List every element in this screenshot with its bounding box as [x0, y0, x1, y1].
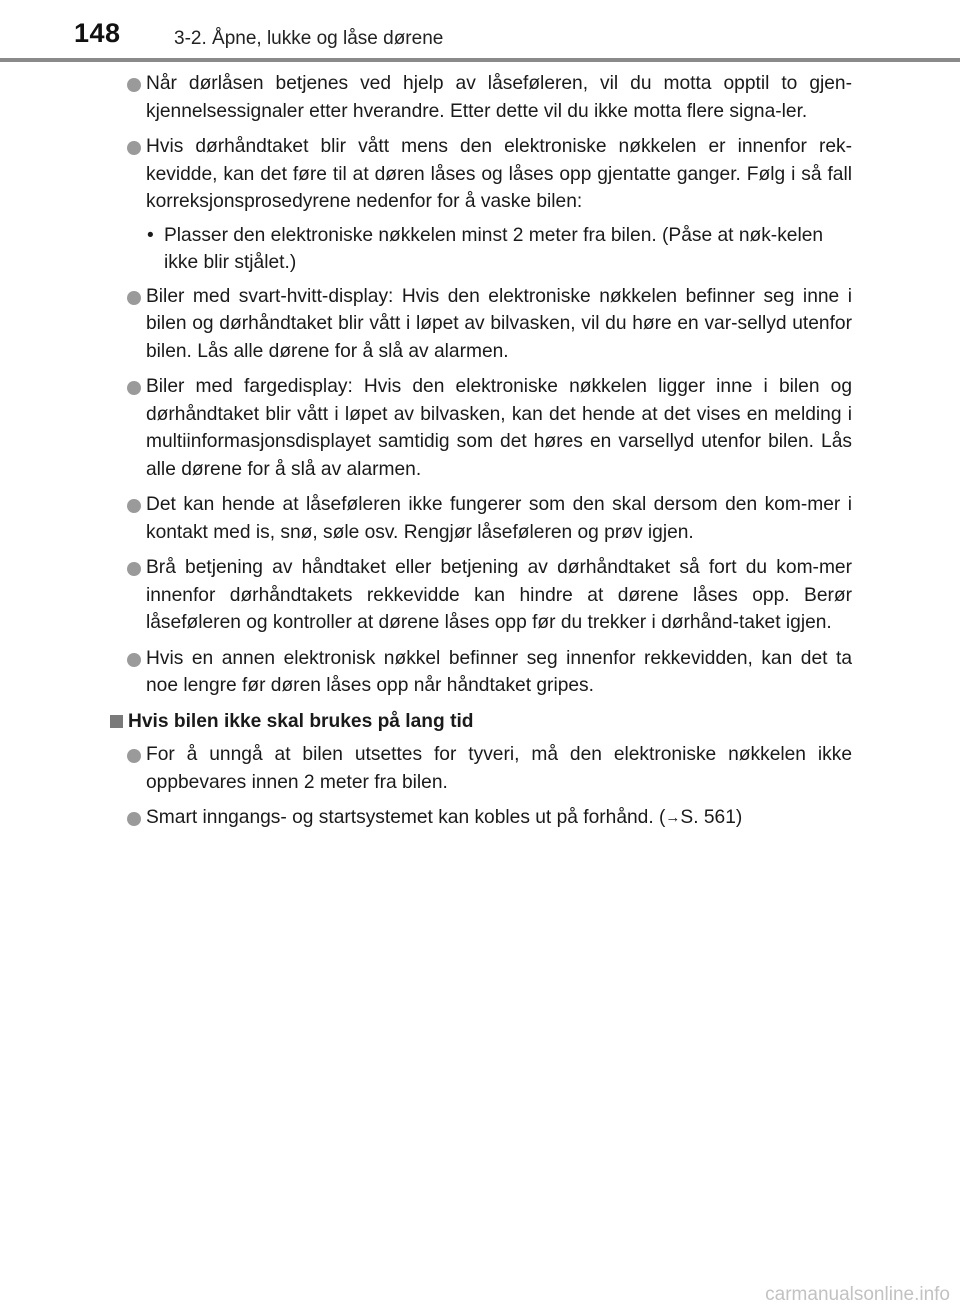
- bullet-dot-icon: [127, 381, 141, 395]
- bullet-item: [146, 70, 852, 125]
- bullet-dot-icon: [127, 562, 141, 576]
- sub-bullet-item: [147, 222, 836, 277]
- bullet-dot-icon: [127, 141, 141, 155]
- bullet-item: [146, 373, 852, 483]
- bullet-dot-icon: [127, 749, 141, 763]
- bullet-dot-icon: [127, 291, 141, 305]
- bullet-text: Det kan hende at låseføleren ikke fungerer som den skal dersom den kom-mer i kontakt med is, snø, søle osv. Rengjør låseføleren og prøv igjen.: [146, 494, 852, 543]
- page-header: [0, 0, 960, 62]
- bullet-item: [146, 741, 852, 796]
- arrow-right-icon: →: [665, 809, 681, 826]
- header-divider: [0, 58, 960, 62]
- watermark: carmanualsonline.info: [765, 1284, 950, 1305]
- bullet-text: Hvis en annen elektronisk nøkkel befinner seg innenfor rekkevidden, kan det ta noe lengre før døren låses opp når håndtaket gripes.: [146, 647, 852, 696]
- page-content: [0, 70, 960, 840]
- bullet-text: Biler med svart-hvitt-display: Hvis den elektroniske nøkkelen befinner seg inne i bilen og dørhåndtaket blir vått i løpet av bilvasken, vil du høre en var-sellyd utenfor bilen. Lås alle dørene for å slå av alarmen.: [146, 285, 852, 362]
- square-marker-icon: [110, 715, 123, 728]
- bullet-dot-icon: [127, 78, 141, 92]
- bullet-item: [146, 491, 852, 546]
- bullet-dot-icon: [127, 653, 141, 667]
- section-title: 3-2. Åpne, lukke og låse dørene: [174, 28, 444, 49]
- bullet-text: Brå betjening av håndtaket eller betjening av dørhåndtaket så fort du kom-mer innenfor dørhåndtakets rekkevidde kan hindre at dørene låses opp. Berør låseføleren og kontroller at dørene låses opp før du trekker i dørhånd-taket igjen.: [146, 557, 852, 633]
- bullet-dot-icon: [127, 499, 141, 513]
- bullet-item: [146, 554, 852, 637]
- sub-bullet-marker: •: [147, 224, 154, 246]
- section-heading-text: Hvis bilen ikke skal brukes på lang tid: [128, 710, 474, 732]
- bullet-item: [146, 283, 852, 366]
- bullet-text: Smart inngangs- og startsystemet kan kobles ut på forhånd. (: [146, 807, 666, 828]
- bullet-text: Hvis dørhåndtaket blir vått mens den elektroniske nøkkelen er innenfor rek-kevidde, kan det føre til at døren låses og låses opp gjentatte ganger. Følg i så fall korreksjonsprosedyrene nedenfor for å vaske bilen:: [146, 136, 852, 212]
- bullet-item: [146, 804, 852, 832]
- sub-bullet-text: Plasser den elektroniske nøkkelen minst 2 meter fra bilen. (Påse at nøk-kelen ikke blir stjålet.): [164, 224, 824, 273]
- bullet-text: For å unngå at bilen utsettes for tyveri, må den elektroniske nøkkelen ikke oppbevares innen 2 meter fra bilen.: [146, 744, 852, 793]
- bullet-item: [146, 133, 852, 216]
- page-number: 148: [74, 18, 121, 48]
- bullet-dot-icon: [127, 812, 141, 826]
- bullet-text: Når dørlåsen betjenes ved hjelp av låseføleren, vil du motta opptil to gjen-kjennelsessignaler etter hverandre. Etter dette vil du ikke motta flere signa-ler.: [146, 73, 852, 122]
- page-reference-link[interactable]: S. 561): [680, 807, 743, 828]
- bullet-item: [146, 645, 852, 700]
- bullet-text: Biler med fargedisplay: Hvis den elektroniske nøkkelen ligger inne i bilen og dørhåndtaket blir vått i løpet av bilvasken, kan det hende at det vises en melding i multiinformasjonsdisplayet samtidig som det høres en varsellyd utenfor bilen. Lås alle dørene for å slå av alarmen.: [146, 376, 852, 480]
- section-heading: [128, 708, 960, 736]
